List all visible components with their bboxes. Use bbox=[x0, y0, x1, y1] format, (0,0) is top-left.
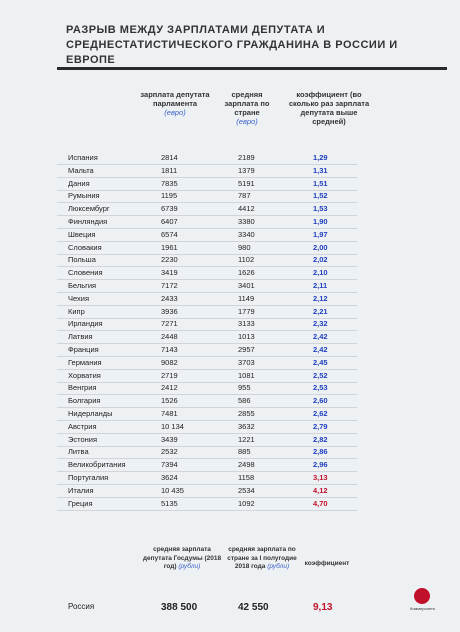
row-deputy-salary: 2814 bbox=[161, 153, 178, 162]
row-country: Великобритания bbox=[68, 460, 126, 470]
row-ratio: 2,32 bbox=[313, 319, 328, 329]
row-country: Бельгия bbox=[68, 281, 97, 290]
row-average-salary: 1379 bbox=[238, 165, 255, 175]
row-ratio: 2,02 bbox=[313, 255, 328, 265]
row-deputy-salary: 6407 bbox=[161, 217, 178, 226]
row-country: Чехия bbox=[68, 293, 90, 303]
row-average-salary: 3703 bbox=[238, 357, 255, 367]
row-average-salary: 1081 bbox=[238, 370, 255, 380]
row-ratio: 1,90 bbox=[313, 217, 328, 226]
russia-deputy-salary: 388 500 bbox=[161, 602, 198, 613]
russia-country: Россия bbox=[68, 602, 95, 611]
row-country: Кипр bbox=[68, 306, 85, 316]
row-country: Испания bbox=[68, 153, 98, 162]
row-average-salary: 2855 bbox=[238, 409, 255, 418]
row-deputy-salary: 7394 bbox=[161, 460, 178, 470]
row-ratio: 1,29 bbox=[313, 153, 328, 162]
row-deputy-salary: 3624 bbox=[161, 473, 178, 482]
row-country: Финляндия bbox=[68, 217, 108, 226]
row-average-salary: 2189 bbox=[238, 153, 255, 162]
row-average-salary: 2957 bbox=[238, 345, 255, 354]
row-average-salary: 3632 bbox=[238, 421, 255, 431]
column-header-average bbox=[218, 90, 276, 126]
row-ratio: 4,12 bbox=[313, 485, 328, 495]
row-average-salary: 787 bbox=[238, 191, 251, 201]
row-deputy-salary: 2448 bbox=[161, 332, 178, 342]
row-deputy-salary: 1961 bbox=[161, 242, 178, 252]
row-country: Латвия bbox=[68, 332, 93, 342]
row-deputy-salary: 7481 bbox=[161, 409, 178, 418]
row-ratio: 1,51 bbox=[313, 178, 328, 188]
row-average-salary: 1626 bbox=[238, 268, 255, 278]
row-ratio: 2,60 bbox=[313, 396, 328, 406]
row-deputy-salary: 1195 bbox=[161, 191, 178, 201]
russia-header-average-unit: (рубли) bbox=[267, 563, 290, 570]
row-average-salary: 1221 bbox=[238, 434, 255, 444]
russia-header-deputy-unit: (рубли) bbox=[178, 563, 201, 570]
row-deputy-salary: 2230 bbox=[161, 255, 178, 265]
row-ratio: 2,21 bbox=[313, 306, 328, 316]
row-deputy-salary: 5135 bbox=[161, 498, 178, 508]
row-average-salary: 955 bbox=[238, 383, 251, 393]
row-deputy-salary: 7835 bbox=[161, 178, 178, 188]
row-deputy-salary: 9082 bbox=[161, 357, 178, 367]
row-average-salary: 2498 bbox=[238, 460, 255, 470]
publisher-logo bbox=[410, 588, 434, 622]
row-deputy-salary: 1811 bbox=[161, 165, 178, 175]
row-ratio: 2,79 bbox=[313, 421, 328, 431]
row-deputy-salary: 6739 bbox=[161, 204, 178, 214]
row-ratio: 2,96 bbox=[313, 460, 328, 470]
row-country: Греция bbox=[68, 498, 93, 508]
row-average-salary: 586 bbox=[238, 396, 251, 406]
column-header-average-label: средняя зарплата по стране bbox=[224, 90, 270, 117]
logo-text: Коммерсантъ bbox=[410, 606, 436, 611]
russia-header-deputy bbox=[140, 546, 224, 572]
row-deputy-salary: 3936 bbox=[161, 306, 178, 316]
row-ratio: 2,62 bbox=[313, 409, 328, 418]
row-country: Люксембург bbox=[68, 204, 110, 214]
column-header-deputy bbox=[140, 90, 210, 117]
russia-header-average bbox=[222, 546, 302, 572]
row-deputy-salary: 7271 bbox=[161, 319, 178, 329]
row-average-salary: 1149 bbox=[238, 293, 255, 303]
row-country: Словакия bbox=[68, 242, 102, 252]
row-ratio: 2,11 bbox=[313, 281, 328, 290]
row-deputy-salary: 7143 bbox=[161, 345, 178, 354]
row-ratio: 2,52 bbox=[313, 370, 328, 380]
row-deputy-salary: 2719 bbox=[161, 370, 178, 380]
row-ratio: 2,86 bbox=[313, 447, 328, 457]
row-ratio: 1,52 bbox=[313, 191, 328, 201]
chart-title: РАЗРЫВ МЕЖДУ ЗАРПЛАТАМИ ДЕПУТАТА И СРЕДНЕСТАТИСТИЧЕСКОГО ГРАЖДАНИНА В РОССИИ И ЕВРОПЕ bbox=[66, 24, 398, 66]
row-average-salary: 3401 bbox=[238, 281, 255, 290]
row-average-salary: 3380 bbox=[238, 217, 255, 226]
row-country: Болгария bbox=[68, 396, 101, 406]
row-country: Дания bbox=[68, 178, 90, 188]
row-country: Хорватия bbox=[68, 370, 101, 380]
row-country: Мальта bbox=[68, 165, 94, 175]
row-country: Румыния bbox=[68, 191, 100, 201]
row-deputy-salary: 3439 bbox=[161, 434, 178, 444]
russia-header-average-label: средняя зарплата по стране за I полугодие 2018 года bbox=[227, 546, 297, 570]
row-ratio: 2,42 bbox=[313, 332, 328, 342]
row-country: Австрия bbox=[68, 421, 97, 431]
row-ratio: 2,12 bbox=[313, 293, 328, 303]
row-ratio: 2,42 bbox=[313, 345, 328, 354]
row-ratio: 1,31 bbox=[313, 165, 328, 175]
row-average-salary: 1102 bbox=[238, 255, 255, 265]
row-country: Германия bbox=[68, 357, 102, 367]
row-average-salary: 1013 bbox=[238, 332, 255, 342]
row-ratio: 2,53 bbox=[313, 383, 328, 393]
row-country: Италия bbox=[68, 485, 94, 495]
russia-average-salary: 42 550 bbox=[238, 602, 269, 613]
row-deputy-salary: 6574 bbox=[161, 229, 178, 239]
row-ratio: 2,00 bbox=[313, 242, 328, 252]
row-country: Словения bbox=[68, 268, 103, 278]
title-divider bbox=[57, 67, 447, 70]
row-average-salary: 4412 bbox=[238, 204, 255, 214]
row-ratio: 2,10 bbox=[313, 268, 328, 278]
row-deputy-salary: 10 435 bbox=[161, 485, 184, 495]
russia-ratio: 9,13 bbox=[313, 602, 333, 613]
row-country: Литва bbox=[68, 447, 89, 457]
row-ratio: 3,13 bbox=[313, 473, 328, 482]
row-deputy-salary: 2532 bbox=[161, 447, 178, 457]
column-header-average-unit: (евро) bbox=[236, 117, 258, 126]
row-deputy-salary: 10 134 bbox=[161, 421, 184, 431]
row-country: Нидерланды bbox=[68, 409, 113, 418]
row-country: Эстония bbox=[68, 434, 98, 444]
row-deputy-salary: 2412 bbox=[161, 383, 178, 393]
row-ratio: 2,82 bbox=[313, 434, 328, 444]
row-average-salary: 3133 bbox=[238, 319, 255, 329]
column-header-deputy-unit: (евро) bbox=[164, 108, 186, 117]
row-average-salary: 885 bbox=[238, 447, 251, 457]
row-average-salary: 1158 bbox=[238, 473, 255, 482]
column-header-deputy-label: зарплата депутата парламента bbox=[140, 90, 210, 108]
row-ratio: 1,97 bbox=[313, 229, 328, 239]
row-average-salary: 1779 bbox=[238, 306, 255, 316]
row-deputy-salary: 1526 bbox=[161, 396, 178, 406]
row-average-salary: 2534 bbox=[238, 485, 255, 495]
row-country: Швеция bbox=[68, 229, 96, 239]
russia-header-ratio: коэффициент bbox=[304, 560, 350, 567]
row-average-salary: 1092 bbox=[238, 498, 255, 508]
column-header-ratio: коэффициент (во сколько раз зарплата депутата выше средней) bbox=[288, 90, 370, 126]
logo-mark-icon bbox=[414, 588, 430, 604]
row-divider bbox=[57, 510, 357, 511]
row-average-salary: 980 bbox=[238, 242, 251, 252]
row-ratio: 4,70 bbox=[313, 498, 328, 508]
row-average-salary: 5191 bbox=[238, 178, 255, 188]
row-ratio: 1,53 bbox=[313, 204, 328, 214]
row-ratio: 2,45 bbox=[313, 357, 328, 367]
row-deputy-salary: 7172 bbox=[161, 281, 178, 290]
row-country: Польша bbox=[68, 255, 96, 265]
row-country: Ирландия bbox=[68, 319, 103, 329]
russia-header-deputy-label: средняя зарплата депутата Госдумы (2018 год) bbox=[142, 546, 222, 570]
row-country: Португалия bbox=[68, 473, 109, 482]
row-deputy-salary: 2433 bbox=[161, 293, 178, 303]
row-average-salary: 3340 bbox=[238, 229, 255, 239]
row-country: Венгрия bbox=[68, 383, 97, 393]
row-country: Франция bbox=[68, 345, 99, 354]
row-deputy-salary: 3419 bbox=[161, 268, 178, 278]
